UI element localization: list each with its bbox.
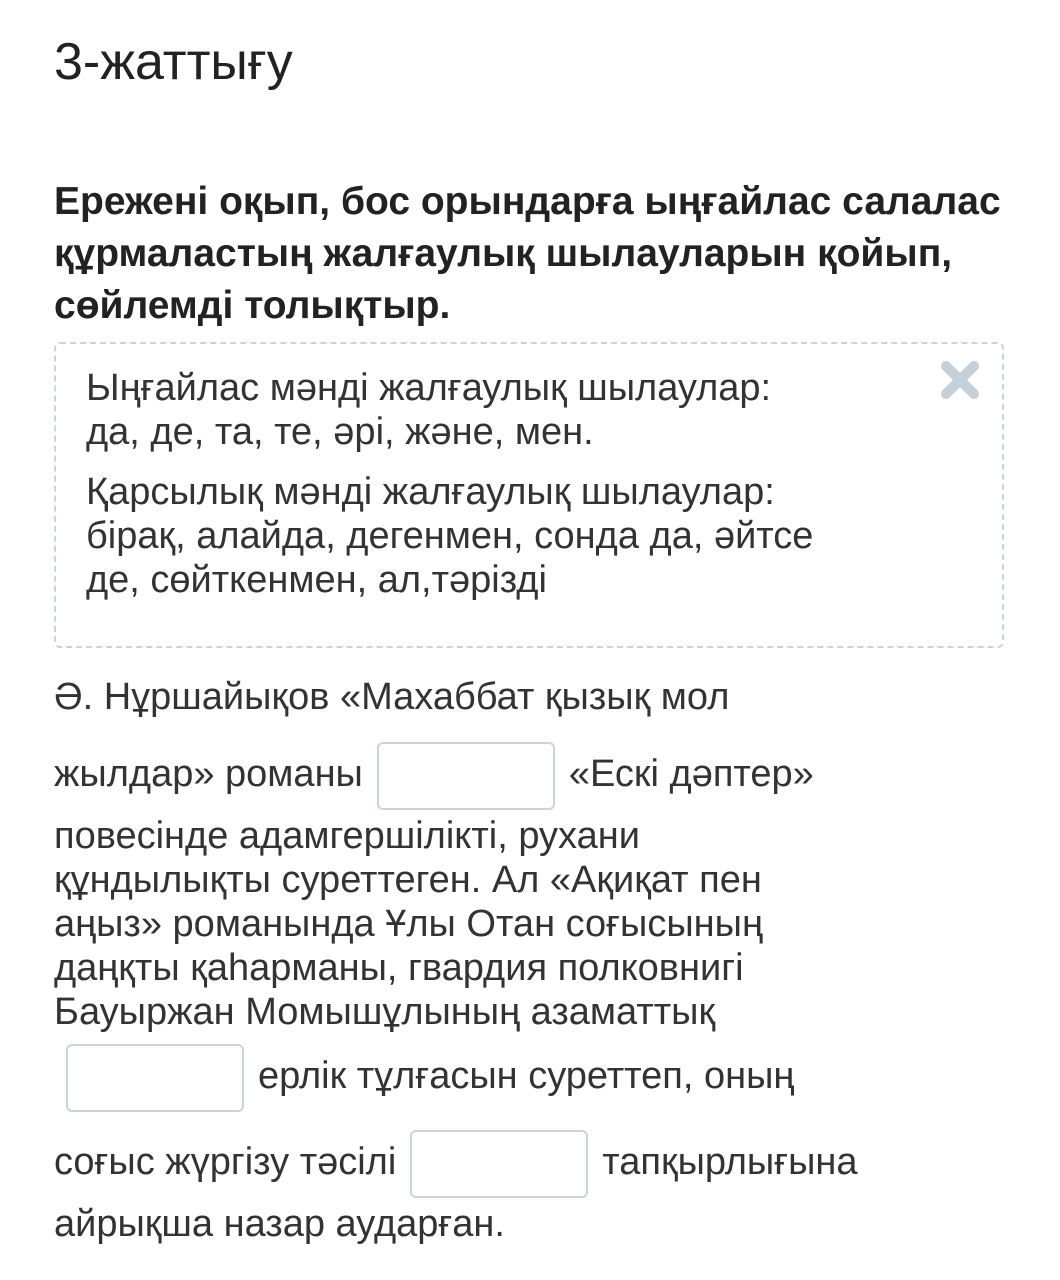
exercise-text-segment: соғыс жүргізу тәсілі: [54, 1141, 397, 1183]
exercise-text-segment: Бауыржан Момышұлының азаматтық: [54, 991, 716, 1033]
rule-adversative: [86, 470, 922, 602]
exercise-text-segment: аңыз» романында Ұлы Отан соғысының: [54, 903, 763, 945]
exercise-line: [54, 1202, 1014, 1246]
rule-coordinating-heading: Ыңғайлас мәнді жалғаулық шылаулар:: [86, 367, 772, 409]
rule-coordinating: [86, 366, 922, 454]
exercise-text-segment: құндылықты суреттеген. Ал «Ақиқат пен: [54, 859, 762, 901]
exercise-line: [54, 814, 1014, 858]
exercise-instruction: Ережені оқып, бос орындарға ыңғайлас салалас құрмаластың жалғаулық шылауларын қойып, сөйлемді толықтыр.: [54, 180, 1001, 327]
exercise-text-segment: повесінде адамгершілікті, рухани: [54, 815, 640, 857]
rule-adversative-heading: Қарсылық мәнді жалғаулық шылаулар:: [86, 471, 775, 513]
rule-box: [54, 342, 1004, 648]
close-icon[interactable]: [936, 356, 984, 404]
rule-adversative-list-2: де, сөйткенмен, ал,тәрізді: [86, 559, 547, 601]
exercise-text-segment: ерлік тұлғасын суреттеп, оның: [258, 1055, 795, 1097]
exercise-text-segment: жылдар» романы: [54, 753, 363, 795]
exercise-text-segment: Ә. Нұршайықов «Махаббат қызық мол: [54, 676, 730, 718]
blank-input-1[interactable]: [377, 742, 555, 810]
page-title: 3-жаттығу: [54, 33, 293, 91]
rule-adversative-list-1: бірақ, алайда, дегенмен, сонда да, әйтсе: [86, 515, 814, 557]
rule-coordinating-list: да, де, та, те, әрі, және, мен.: [86, 411, 594, 453]
exercise-text-segment: даңқты қаһарманы, гвардия полковнигі: [54, 947, 744, 989]
exercise-line: [54, 902, 1014, 946]
exercise-line: [54, 1036, 1014, 1116]
blank-input-2[interactable]: [66, 1044, 244, 1112]
exercise-line: [54, 946, 1014, 990]
exercise-text-segment: «Ескі дәптер»: [568, 753, 814, 795]
exercise-line: [54, 858, 1014, 902]
blank-input-3[interactable]: [410, 1130, 588, 1198]
exercise-text-segment: айрықша назар аударған.: [54, 1203, 505, 1245]
exercise-line: [54, 734, 1014, 814]
exercise-text: [54, 668, 1014, 1246]
exercise-line: [54, 668, 1014, 726]
exercise-line: [54, 990, 1014, 1034]
exercise-line: [54, 1122, 1014, 1202]
exercise-text-segment: тапқырлығына: [602, 1141, 858, 1183]
